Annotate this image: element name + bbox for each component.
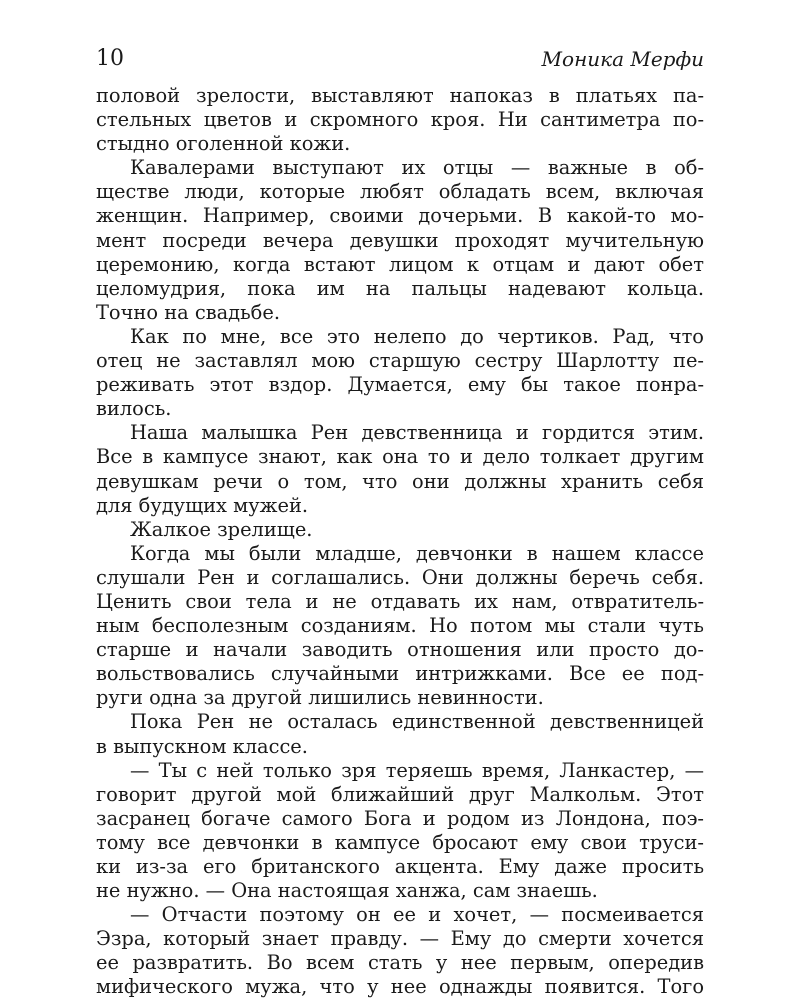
text-line: ществе люди, которые любят обладать всем, включая bbox=[96, 180, 704, 204]
text-line: мифического мужа, что у нее однажды появится. Того bbox=[96, 975, 704, 999]
text-line: женщин. Например, своими дочерьми. В какой-то мо- bbox=[96, 204, 704, 228]
text-line: Кавалерами выступают их отцы — важные в об- bbox=[130, 156, 704, 180]
text-line: руги одна за другой лишились невинности. bbox=[96, 686, 544, 710]
text-line: Пока Рен не осталась единственной девственницей bbox=[130, 710, 704, 734]
text-line: слушали Рен и соглашались. Они должны беречь себя. bbox=[96, 565, 704, 589]
text-line: ным бесполезным созданиям. Но потом мы стали чуть bbox=[96, 614, 704, 638]
text-line: Наша малышка Рен девственница и гордится этим. bbox=[130, 421, 704, 445]
text-line: — Ты с ней только зря теряешь время, Ланкастер, — bbox=[130, 758, 704, 782]
text-line: стельных цветов и скромного кроя. Ни сантиметра по- bbox=[96, 108, 704, 132]
page-number: 10 bbox=[96, 46, 124, 71]
text-line: не нужно. — Она настоящая ханжа, сам знаешь. bbox=[96, 879, 598, 903]
text-line: Все в кампусе знают, как она то и дело толкает другим bbox=[96, 445, 704, 469]
text-line: половой зрелости, выставляют напоказ в платьях па- bbox=[96, 84, 704, 107]
text-line: тому все девчонки в кампусе бросают ему свои труси- bbox=[96, 830, 704, 854]
text-line: стыдно оголенной кожи. bbox=[96, 132, 351, 156]
text-line: ки из-за его британского акцента. Ему даже просить bbox=[96, 855, 704, 878]
text-line: говорит другой мой ближайший друг Малкольм. Этот bbox=[96, 782, 704, 806]
text-line: — Отчасти поэтому он ее и хочет, — посмеивается bbox=[130, 903, 704, 927]
text-line: Как по мне, все это нелепо до чертиков. Рад, что bbox=[130, 324, 704, 348]
text-line: девушкам речи о том, что они должны хранить себя bbox=[96, 469, 704, 493]
text-line: мент посреди вечера девушки проходят мучительную bbox=[96, 228, 704, 252]
text-line: Точно на свадьбе. bbox=[96, 300, 280, 324]
body-text bbox=[96, 84, 704, 1000]
text-line: ее развратить. Во всем стать у нее первым, опередив bbox=[96, 951, 704, 975]
text-line: для будущих мужей. bbox=[96, 493, 309, 517]
text-line: засранец богаче самого Бога и родом из Лондона, поэ- bbox=[96, 806, 704, 830]
text-line: старше и начали заводить отношения или просто до- bbox=[96, 638, 704, 662]
text-line: в выпускном классе. bbox=[96, 734, 308, 758]
text-line: вольствовались случайными интрижками. Все ее под- bbox=[96, 662, 704, 686]
running-head-author: Моника Мерфи bbox=[541, 47, 704, 71]
page-header bbox=[96, 44, 704, 74]
text-line: Жалкое зрелище. bbox=[130, 517, 313, 541]
text-line: церемонию, когда встают лицом к отцам и дают обет bbox=[96, 252, 704, 276]
text-line: Эзра, который знает правду. — Ему до смерти хочется bbox=[96, 927, 704, 951]
text-line: реживать этот вздор. Думается, ему бы такое понра- bbox=[96, 373, 704, 397]
text-line: вилось. bbox=[96, 397, 172, 421]
text-line: целомудрия, пока им на пальцы надевают кольца. bbox=[96, 276, 704, 300]
text-line: Ценить свои тела и не отдавать их нам, отвратитель- bbox=[96, 589, 704, 613]
text-line: Когда мы были младше, девчонки в нашем классе bbox=[130, 541, 704, 565]
text-line: отец не заставлял мою старшую сестру Шарлотту пе- bbox=[96, 349, 704, 373]
